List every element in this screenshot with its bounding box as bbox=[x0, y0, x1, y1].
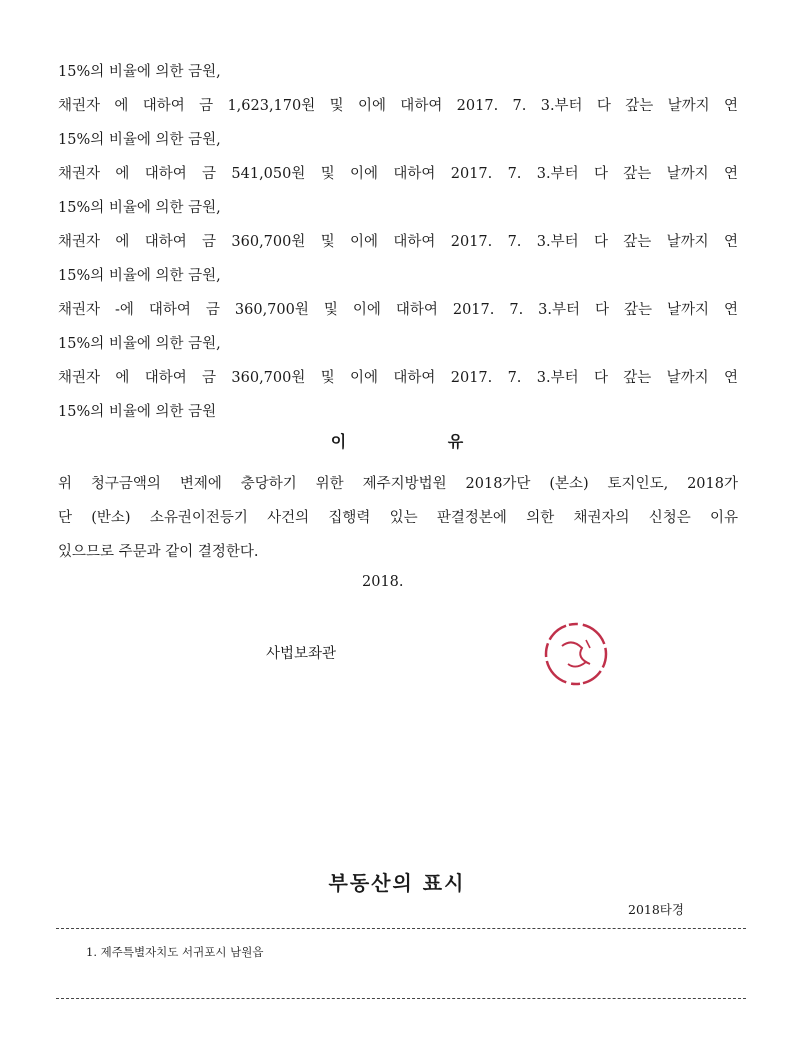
reason-line-3: 있으므로 주문과 같이 결정한다. bbox=[58, 544, 259, 560]
decision-date: 2018. bbox=[362, 574, 404, 590]
body-line-8: 채권자 -에 대하여 금 360,700원 및 이에 대하여 2017. 7. 3.부터 다 갚는 날까지 연 bbox=[58, 302, 738, 318]
body-line-6: 채권자 에 대하여 금 360,700원 및 이에 대하여 2017. 7. 3.부터 다 갚는 날까지 연 bbox=[58, 234, 738, 250]
body-line-1: 15%의 비율에 의한 금원, bbox=[58, 64, 221, 80]
body-line-11: 15%의 비율에 의한 금원 bbox=[58, 404, 217, 420]
judicial-officer-title: 사법보좌관 bbox=[266, 646, 337, 662]
body-line-5: 15%의 비율에 의한 금원, bbox=[58, 200, 221, 216]
body-line-3: 15%의 비율에 의한 금원, bbox=[58, 132, 221, 148]
reason-heading: 이 유 bbox=[330, 432, 512, 451]
body-line-7: 15%의 비율에 의한 금원, bbox=[58, 268, 221, 284]
official-seal-icon bbox=[538, 616, 614, 692]
divider-bottom bbox=[56, 998, 746, 999]
reason-line-1: 위 청구금액의 변제에 충당하기 위한 제주지방법원 2018가단 (본소) 토지인도, 2018가 bbox=[58, 476, 738, 492]
property-title: 부동산의 표시 bbox=[328, 871, 466, 895]
case-number: 2018타경 bbox=[628, 902, 684, 917]
divider-top bbox=[56, 928, 746, 929]
reason-line-2: 단 (반소) 소유권이전등기 사건의 집행력 있는 판결정본에 의한 채권자의 신청은 이유 bbox=[58, 510, 738, 526]
property-item: 1. 제주특별자치도 서귀포시 남원읍 bbox=[86, 945, 264, 959]
body-line-10: 채권자 에 대하여 금 360,700원 및 이에 대하여 2017. 7. 3.부터 다 갚는 날까지 연 bbox=[58, 370, 738, 386]
body-line-9: 15%의 비율에 의한 금원, bbox=[58, 336, 221, 352]
body-line-2: 채권자 에 대하여 금 1,623,170원 및 이에 대하여 2017. 7. 3.부터 다 갚는 날까지 연 bbox=[58, 98, 738, 114]
body-line-4: 채권자 에 대하여 금 541,050원 및 이에 대하여 2017. 7. 3.부터 다 갚는 날까지 연 bbox=[58, 166, 738, 182]
